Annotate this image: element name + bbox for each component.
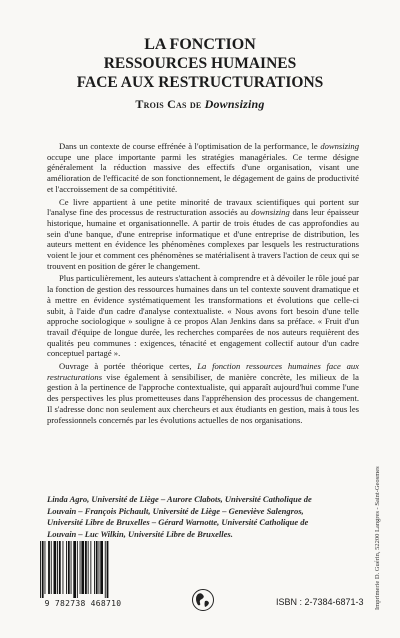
barcode-bar <box>81 541 84 594</box>
text-run: Ce livre appartient à une petite minorité de travaux scientifiques qui portent sur l'analyse fine des processus de restructuration associés au <box>47 196 359 218</box>
author-name: Luc Wilkin <box>84 528 124 539</box>
title-line-3: FACE AUX RESTRUCTURATIONS <box>76 74 324 91</box>
italic-phrase: downsizing <box>251 207 290 218</box>
barcode-block <box>37 540 129 608</box>
barcode-bar <box>45 541 46 594</box>
blurb <box>47 141 359 425</box>
blurb-paragraph-4 <box>47 361 359 425</box>
barcode-bar <box>54 541 57 594</box>
barcode-bar <box>100 541 103 594</box>
blurb-paragraph-2 <box>47 197 359 272</box>
author-affiliation: Université Catholique de Louvain <box>47 517 309 539</box>
author-affiliation: Université Libre de Bruxelles <box>47 517 150 527</box>
barcode-bar <box>57 541 58 594</box>
barcode-bar <box>94 541 95 594</box>
subtitle <box>0 97 400 112</box>
barcode-bar <box>99 541 100 594</box>
barcode-bar <box>73 541 76 598</box>
barcode-bar <box>80 541 81 594</box>
barcode-bar <box>59 541 61 594</box>
isbn-number: ISBN : 2-7384-6871-3 <box>276 597 364 607</box>
text-run: Dans un contexte de course effrénée à l'optimisation de la performance, le <box>59 141 321 151</box>
author-name: Linda Agro <box>47 494 88 504</box>
text-run: dans leur épaisseur historique, humaine et organisationnelle. A partir de trois études de cas approfondies au sein d'une banque, d'une entreprise informatique et d'une entreprise de distribution, les auteurs mettent en évidence les phénomènes complexes par lesquels les restructurations voient le jour et comment ces phénomènes se matérialisent à travers l'action de ceux qui se trouvent en position de gérer le changement. <box>47 207 360 271</box>
author-affiliation: Université de Liège <box>91 494 159 504</box>
italic-phrase: downsizing <box>320 141 359 151</box>
author-affiliation: Université de Liège <box>152 505 221 516</box>
subtitle-prefix: Trois Cas de <box>135 97 202 111</box>
author-list: Linda Agro, Université de Liège – Aurore Clabots, Université Catholique de Louvain – François Pichault, Université de Liège – Geneviève Salengros, Université Libre de Bruxelles – Gérard Warnotte, Université Catholique de Louvain – Luc Wilkin, Université Libre de Bruxelles. <box>47 494 312 539</box>
barcode-bar <box>96 541 98 594</box>
title-line-2: RESSOURCES HUMAINES <box>103 55 297 72</box>
barcode-bar <box>77 541 78 598</box>
text-run: Plus particulièrement, les auteurs s'attachent à comprendre et à dévoiler le rôle joué par la fonction de gestion des ressources humaines dans un tel contexte souvent dramatique et à mettre en évidence systématiquement les transformations et évolutions que celle-ci subit, à l'aide d'un cadre d'analyse contextualiste. « Nous avons fort besoin d'une telle approche sociologique » souligne à ce propos Alan Jenkins dans sa préface. « Fruit d'un travail d'équipe de longue durée, les recherches comparées de nos auteurs requièrent des qualités peu communes : exigences, ténacité et engagement collectif autour d'un cadre conceptuel partagé ». <box>47 273 359 359</box>
author-affiliation: Université Libre de Bruxelles <box>128 528 231 539</box>
author-name: Geneviève Salengros <box>228 505 302 516</box>
author-name: Aurore Clabots <box>167 494 221 504</box>
italic-phrase: La fonction ressources humaines face aux restructurations <box>47 361 359 382</box>
barcode-bar <box>107 541 109 598</box>
author-affiliation: Université Catholique de Louvain <box>47 494 312 516</box>
barcode-bar <box>85 541 87 594</box>
barcode-bar <box>105 541 106 598</box>
author-name: François Pichault <box>84 505 149 516</box>
author-name: Gérard Warnotte <box>158 517 218 527</box>
barcode-icon <box>37 540 129 598</box>
barcode-bar <box>68 541 70 594</box>
blurb-paragraph-1 <box>47 141 359 195</box>
subtitle-emphasis: Downsizing <box>204 97 265 111</box>
publisher-globe-icon <box>191 588 215 612</box>
barcode-bar <box>90 541 91 594</box>
barcode-bar <box>66 541 67 594</box>
printer-credit: Imprimerie D. Guérin, 52200 Langres - Saint-Geosmes <box>374 466 381 610</box>
barcode-bar <box>40 541 41 598</box>
barcode-bar <box>88 541 89 594</box>
barcode-bar <box>63 541 64 594</box>
blurb-paragraph-3 <box>47 273 359 359</box>
text-run: occupe une place importante parmi les stratégies managériales. Ce terme désigne généralement la réduction massive des effectifs d'une organisation, visant une amélioration de l'efficacité de son fonctionnement, le dégagement de gains de productivité et l'accroissement de sa compétitivité. <box>47 151 359 194</box>
barcode-bar <box>71 541 72 594</box>
title-line-1: LA FONCTION <box>144 36 256 53</box>
barcode-bar <box>51 541 52 594</box>
barcode-bar <box>42 541 44 598</box>
text-run: vise également à sensibiliser, de manière concrète, les milieux de la gestion à la pertinence de l'approche contextualiste, qui apparaît aujourd'hui comme l'une des perspectives les plus prometteuses dans l'appréhension des processus de changement. Il s'adresse donc non seulement aux chercheurs et aux étudiants en gestion, mais à tous les professionnels concernés par les évolutions actuelles de nos organisations. <box>47 371 359 425</box>
barcode-bar <box>48 541 50 594</box>
text-run: Ouvrage à portée théorique certes, <box>59 361 198 372</box>
barcode-digits: 9 782738 468710 <box>44 599 122 608</box>
